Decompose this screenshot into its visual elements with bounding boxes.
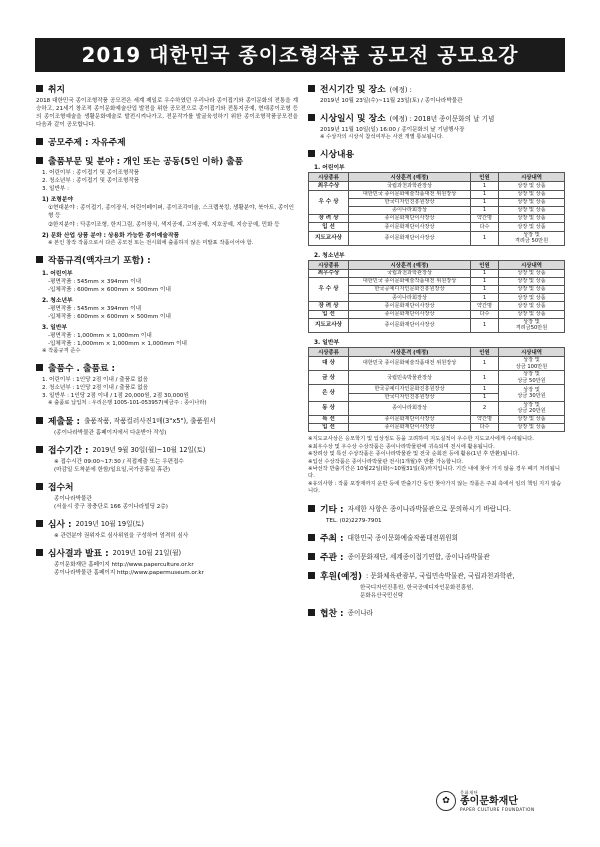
exhibit-text: 2019년 10월 23일(수)~11월 23일(토) / 종이나라박물관: [320, 98, 463, 104]
place-line: (서울시 중구 장충단로 166 종이나라빌딩 2층): [54, 503, 168, 510]
award-name: 국립민속박물관장상: [349, 371, 471, 385]
award-name: 종이문화재단이사장상: [349, 215, 471, 223]
sponsor-heading: [308, 569, 566, 582]
category-sub: 1) 조형분야: [42, 197, 74, 204]
spec-line: -평면작품 : 545mm × 394mm 이내: [48, 279, 142, 286]
award-count: 1: [471, 190, 499, 198]
table-row: [309, 277, 565, 285]
award-count: 1: [471, 286, 499, 294]
award-type: 우 수 상: [309, 277, 349, 302]
award-type: 입 선: [309, 223, 349, 231]
heading-text: 주관 :: [320, 552, 344, 563]
table-row: [309, 371, 565, 385]
award-count: 1: [471, 371, 499, 385]
bullet-square-icon: [36, 446, 43, 453]
coop-section: [308, 606, 566, 619]
heading-text: 심사 :: [48, 519, 72, 530]
table-row: [309, 318, 565, 332]
heading-value: 2019년 10월 21일(월): [112, 549, 182, 558]
table-header-row: [309, 173, 565, 182]
announce-heading: [36, 546, 298, 559]
bullet-square-icon: [308, 85, 315, 92]
heading-value: 출품작품, 작품컬러사진1매(3"x5"), 출품원서: [84, 417, 216, 426]
award-name: 대한민국 종이문화예술작품대전 위원장상: [349, 277, 471, 285]
spec-section: [36, 253, 298, 355]
award-prize: 상장 및 상품: [499, 294, 565, 302]
awards-table-youth: [308, 260, 565, 333]
award-prize: 상장 및 상품: [499, 206, 565, 214]
etc-section: [308, 502, 566, 525]
category-section: [36, 154, 298, 247]
spec-line: -입체작품 : 600mm × 600mm × 500mm 이내: [48, 314, 171, 321]
award-prize-line: 격려금50만원: [515, 325, 548, 332]
judge-line: ※ 관련분야 권위자로 심사위원을 구성하여 엄격히 심사: [54, 532, 189, 539]
reception-line: ※ 접수시간 09:00~17:30 / 직접제출 또는 우편접수: [54, 458, 184, 465]
award-prize: 상장 및 상품: [499, 223, 565, 231]
category-note: ※ 본인 창작 작품으로서 다른 공모전 또는 전시회에 출품하지 않은 미발표 작품이어야 함.: [48, 239, 254, 246]
award-type: 장 려 상: [309, 215, 349, 223]
column-header: 시상훈격 (예정): [349, 260, 471, 269]
category-modern: ①현대분야 : 종이접기, 종이장식, 어린이페이퍼, 종이조각미술, 스크랩북킹, 생활분야, 북아트, 종이인형 등: [48, 205, 295, 220]
ceremony-text: 2019년 11월 10일(일) 16:00 / 종이문화의 날 기념행사장: [320, 127, 465, 133]
reception-section: [36, 443, 298, 474]
heading-text: 공모주제 : 자유주제: [48, 138, 126, 149]
table-header-row: [309, 260, 565, 269]
award-count: 1: [471, 269, 499, 277]
award-prize: 상장 및 상품: [499, 182, 565, 190]
left-column: [36, 82, 298, 583]
heading-text: 후원(예정): [320, 571, 363, 582]
category-sub: 2) 문화 산업 상품 분야 : 상용화 가능한 종이예술작품: [42, 232, 180, 239]
category-line: 3. 일반부 :: [42, 186, 69, 193]
bullet-square-icon: [308, 572, 315, 579]
award-type: 최우수상: [309, 182, 349, 190]
award-name: 종이문화재단이사장상: [349, 223, 471, 231]
table-row: [309, 310, 565, 318]
foundation-emblem-icon: ✿: [436, 791, 456, 811]
table-row: [309, 215, 565, 223]
award-prize: [499, 357, 565, 371]
exhibit-section: [308, 82, 566, 105]
award-prize-line: 상금 50만원: [517, 377, 546, 384]
place-section: [36, 480, 298, 511]
foundation-logo: [436, 790, 535, 812]
award-type: 금 상: [309, 371, 349, 385]
heading-text: 취지: [48, 85, 65, 95]
logo-name: 종이문화재단: [460, 796, 518, 807]
etc-tel: TEL. (02)2279-7901: [326, 517, 382, 524]
award-name: 한국디자인진흥원장상: [349, 393, 471, 401]
award-type: 입 선: [309, 310, 349, 318]
spec-heading: [36, 253, 298, 266]
column-header: 시상내역: [499, 260, 565, 269]
bullet-square-icon: [36, 520, 43, 527]
award-prize: 상장 및 상품: [499, 198, 565, 206]
judge-section: [36, 517, 298, 540]
announce-link[interactable]: 종이문화재단 홈페이지 http://www.paperculture.or.kr: [54, 561, 194, 568]
heading-text: 접수처: [48, 482, 74, 493]
award-prize-line: 상금 20만원: [517, 408, 546, 415]
column-header: 시상내역: [499, 173, 565, 182]
award-prize: 상장 및 상품: [499, 424, 565, 432]
heading-text: 전시기간 및 장소: [320, 85, 386, 95]
bullet-square-icon: [308, 534, 315, 541]
award-name: 종이문화재단이사장상: [349, 318, 471, 332]
award-count: 1: [471, 393, 499, 401]
award-count: 1: [471, 231, 499, 245]
spec-note: ※ 작품규격 준수: [42, 348, 81, 355]
award-prize-line: 상장 및: [523, 318, 540, 325]
ceremony-section: [308, 111, 566, 141]
theme-heading: [36, 135, 298, 148]
table-row: [309, 424, 565, 432]
heading-text: 출품수 . 출품료 :: [48, 364, 116, 375]
award-prize-line: 상금 100만원: [515, 363, 548, 370]
category-hanji: ②한지분야 : 닥종이조형, 한지그림, 종이장식, 색지공예, 고지공예, 지호공예, 지승공예, 민화 등: [48, 221, 280, 228]
spec-group: 1. 어린이부: [42, 271, 73, 278]
award-name: 한국공예디자인문화진흥원장상: [349, 286, 471, 294]
award-type: 입 선: [309, 424, 349, 432]
bullet-square-icon: [308, 505, 315, 512]
column-header: 시상훈격 (예정): [349, 348, 471, 357]
award-prize: [499, 371, 565, 385]
ceremony-note: ※ 수상자의 시상식 참석여부는 사전 개별 통보됩니다.: [320, 134, 444, 140]
heading-value: 대한민국 종이문화예술작품대전위원회: [347, 534, 458, 543]
award-prize: 상장 및 상품: [499, 277, 565, 285]
theme-section: [36, 135, 298, 148]
award-count: 2: [471, 401, 499, 415]
category-line: 2. 청소년부 : 종이접기 및 종이조형작품: [42, 178, 140, 185]
table-row: [309, 182, 565, 190]
award-prize: 상장 및 상품: [499, 269, 565, 277]
bullet-square-icon: [36, 256, 43, 263]
column-header: 시상훈격 (예정): [349, 173, 471, 182]
awards-group-label: 3. 일반부: [314, 340, 340, 347]
award-name: 종이문화재단이사장상: [349, 310, 471, 318]
spec-line: -평면작품 : 1,000mm × 1,000mm 이내: [48, 333, 152, 340]
docs-section: [36, 414, 298, 437]
count-note: ※ 출품료 납입처 : 우리은행 1005-101-053957(예금주 : 종이나라): [48, 400, 207, 407]
award-count: 1: [471, 206, 499, 214]
table-row: [309, 231, 565, 245]
count-heading: [36, 361, 298, 374]
award-prize-line: 상장 및: [523, 231, 540, 238]
award-count: 약간명: [471, 215, 499, 223]
column-header: 시상종류: [309, 260, 349, 269]
heading-text: 제출물 :: [48, 416, 81, 427]
host-section: [308, 531, 566, 544]
heading-value: (예정) : 2018년 종이문화의 날 기념: [389, 114, 495, 123]
table-row: [309, 385, 565, 393]
award-prize: [499, 318, 565, 332]
table-row: [309, 302, 565, 310]
award-name: 대한민국 종이문화예술작품대전 위원장상: [349, 190, 471, 198]
award-prize-line: 상장 및: [523, 371, 540, 378]
reception-heading: [36, 443, 298, 456]
table-header-row: [309, 348, 565, 357]
heading-text: 주최 :: [320, 533, 344, 544]
award-prize: [499, 401, 565, 415]
logo-small-label: 문화재단: [460, 790, 479, 795]
award-name: 종이나라회장상: [349, 294, 471, 302]
table-row: [309, 269, 565, 277]
award-count: 1: [471, 318, 499, 332]
award-name: 종이문화재단이사장상: [349, 424, 471, 432]
heading-value: 2019년 9월 30일(월)~10월 12일(토): [92, 446, 206, 455]
award-type: 특 선: [309, 415, 349, 423]
docs-heading: [36, 414, 298, 427]
award-name: 한국디자인진흥원장상: [349, 198, 471, 206]
award-prize-line: 상장 및: [523, 386, 540, 393]
award-count: 1: [471, 294, 499, 302]
etc-heading: [308, 502, 566, 515]
award-name: 국립과천과학관장상: [349, 269, 471, 277]
award-count: 1: [471, 198, 499, 206]
right-column: [308, 82, 566, 812]
award-name: 종이문화재단이사장상: [349, 415, 471, 423]
award-count: 다수: [471, 424, 499, 432]
award-count: 1: [471, 357, 499, 371]
purpose-section: [36, 82, 298, 129]
spec-group: 3. 일반부: [42, 325, 68, 332]
bullet-square-icon: [36, 549, 43, 556]
heading-value: 종이나라: [347, 609, 374, 618]
award-type: 최우수상: [309, 269, 349, 277]
awards-note: ※최우수상 및 우수상 수상작품은 종이나라박물관에 귀속되며 전시에 활용됩니다.: [308, 443, 495, 450]
awards-group-label: 1. 어린이부: [314, 165, 345, 172]
award-type: 우 수 상: [309, 190, 349, 215]
column-header: 시상종류: [309, 173, 349, 182]
award-name: 종이나라회장상: [349, 206, 471, 214]
awards-section: [308, 147, 566, 495]
heading-text: 기타 :: [320, 504, 344, 515]
bullet-square-icon: [308, 609, 315, 616]
coop-heading: [308, 606, 566, 619]
award-type: 대 상: [309, 357, 349, 371]
spec-group: 2. 청소년부: [42, 298, 73, 305]
table-row: [309, 190, 565, 198]
award-name: 종이문화재단이사장상: [349, 302, 471, 310]
table-row: [309, 401, 565, 415]
column-header: 시상종류: [309, 348, 349, 357]
announce-link[interactable]: 종이나라박물관 홈페이지 http://www.papermuseum.or.kr: [54, 569, 204, 576]
count-line: 1. 어린이부 : 1인당 2점 이내 / 출품료 없음: [42, 377, 149, 384]
award-prize-line: 격려금 50만원: [514, 238, 549, 245]
bullet-square-icon: [308, 114, 315, 121]
reception-line: (마감일 도착분에 한함/일요일,국가공휴일 휴관): [54, 466, 171, 473]
award-count: 1: [471, 182, 499, 190]
purpose-text: 2018 대한민국 종이조형작품 공모전은 세계 제일로 우수하였던 우리나라 종이접기와 종이문화의 전통을 계승하고, 21세기 창조적 종이문화예술산업 발전을 위한 공모전으로 종이접기와 전통지공예, 현대종이조형 등의 종이조형예술을 생활문화예술로 발전시켜나가고, 전문작가를 발굴육성하기 위한 종이조형작품공모전을 다음과 같이 공모합니다.: [36, 98, 298, 129]
award-name: 종이나라회장상: [349, 401, 471, 415]
award-type: 장 려 상: [309, 302, 349, 310]
logo-english: PAPER CULTURE FOUNDATION: [460, 807, 535, 812]
award-count: 다수: [471, 310, 499, 318]
count-section: [36, 361, 298, 407]
heading-text: 출품부문 및 분야 : 개인 또는 공동(5인 이하) 출품: [48, 157, 244, 168]
spec-line: -입체작품 : 1,000mm × 1,000mm × 1,000mm 이내: [48, 341, 187, 348]
bullet-square-icon: [308, 553, 315, 560]
sponsor-line: 문화유산국민신탁: [360, 592, 404, 599]
announce-section: [36, 546, 298, 577]
column-header: 인원: [471, 173, 499, 182]
heading-text: 심사결과 발표 :: [48, 548, 109, 559]
column-header: 인원: [471, 260, 499, 269]
award-count: 다수: [471, 223, 499, 231]
awards-note: ※낙선작 반출기간은 10월22일(화)~10월31일(목)까지입니다. 기간 내에 찾아 가지 않을 경우 폐기 처리됩니다.: [308, 465, 560, 480]
awards-note: ※입선 수상작품은 종이나라박물관 전시(1개월)후 반환 가능합니다.: [308, 458, 464, 465]
award-type: 지도교사상: [309, 231, 349, 245]
award-count: 약간명: [471, 415, 499, 423]
bullet-square-icon: [36, 157, 43, 164]
bullet-square-icon: [36, 364, 43, 371]
award-count: 1: [471, 277, 499, 285]
award-prize: [499, 385, 565, 401]
award-prize: 상장 및 상품: [499, 215, 565, 223]
heading-text: 협찬 :: [320, 608, 344, 619]
bullet-square-icon: [36, 417, 43, 424]
heading-value: (예정) :: [389, 85, 412, 94]
award-prize: 상장 및 상품: [499, 302, 565, 310]
exhibit-heading: [308, 82, 566, 95]
award-prize: 상장 및 상품: [499, 310, 565, 318]
awards-heading: [308, 147, 566, 160]
table-row: [309, 357, 565, 371]
sponsor-line: 한국디자인진흥원, 한국공예디자인문화진흥원,: [360, 584, 474, 591]
judge-heading: [36, 517, 298, 530]
award-name: 한국공예디자인문화진흥원장상: [349, 385, 471, 393]
awards-note: ※장려상 및 특선 수상작품은 종이나라박물관 및 전국 순회전 등에 활용(1년 후 반환)됩니다.: [308, 451, 520, 458]
heading-value: : 문화체육관광부, 국립민속박물관, 국립과천과학관,: [366, 572, 515, 581]
place-value: 종이나라박물관: [54, 495, 92, 502]
bullet-square-icon: [36, 85, 43, 92]
heading-value: 종이문화재단, 세계종이접기연합, 종이나라박물관: [347, 553, 490, 562]
category-line: 1. 어린이부 : 종이접기 및 종이조형작품: [42, 170, 140, 177]
award-prize-line: 상금 30만원: [517, 393, 546, 400]
bullet-square-icon: [36, 138, 43, 145]
award-type: 지도교사상: [309, 318, 349, 332]
host-heading: [308, 531, 566, 544]
ceremony-heading: [308, 111, 566, 124]
award-name: 대한민국 종이문화예술작품대전 위원장상: [349, 357, 471, 371]
award-prize: [499, 231, 565, 245]
award-name: 종이문화재단이사장상: [349, 231, 471, 245]
award-prize: 상장 및 상품: [499, 286, 565, 294]
bullet-square-icon: [36, 483, 43, 490]
category-heading: [36, 154, 298, 167]
heading-text: 시상일시 및 장소: [320, 114, 386, 124]
awards-note: ※유의사항 : 작품 포장재까지 운반 등에 반출기간 동안 찾아가지 않는 작품은 주최 측에서 임의 책임 지지 않습니다.: [308, 480, 562, 495]
place-heading: [36, 480, 298, 493]
award-prize-line: 상장 및: [523, 357, 540, 364]
heading-value: 자세한 사항은 종이나라박물관으로 문의하시기 바랍니다.: [347, 505, 511, 514]
count-line: 2. 청소년부 : 1인당 2점 이내 / 출품료 없음: [42, 385, 149, 392]
award-type: 은 상: [309, 385, 349, 401]
heading-text: 접수기간 :: [48, 445, 89, 456]
bullet-square-icon: [308, 150, 315, 157]
heading-text: 작품규격(액자크기 포함) :: [48, 256, 151, 267]
purpose-heading: [36, 82, 298, 95]
column-header: 시상내역: [499, 348, 565, 357]
award-name: 국립과천과학관장상: [349, 182, 471, 190]
logo-text: [460, 790, 535, 812]
column-header: 인원: [471, 348, 499, 357]
awards-table-general: [308, 347, 565, 432]
spec-line: -평면작품 : 545mm × 394mm 이내: [48, 306, 142, 313]
heading-value: 2019년 10월 19일(토): [75, 520, 144, 529]
organizer-heading: [308, 550, 566, 563]
heading-text: 시상내용: [320, 150, 354, 161]
award-count: 1: [471, 385, 499, 393]
award-prize-line: 상장 및: [523, 401, 540, 408]
sponsor-section: [308, 569, 566, 600]
award-type: 동 상: [309, 401, 349, 415]
docs-line: (종이나라박물관 홈페이지에서 다운받아 작성): [54, 429, 167, 436]
table-row: [309, 223, 565, 231]
spec-line: -입체작품 : 600mm × 600mm × 500mm 이내: [48, 287, 171, 294]
awards-group-label: 2. 청소년부: [314, 252, 345, 259]
page-title: 2019 대한민국 종이조형작품 공모전 공모요강: [35, 38, 565, 72]
award-prize: 상장 및 상품: [499, 190, 565, 198]
count-line: 3. 일반부 : 1인당 2점 이내 / 1점 20,000원, 2점 30,000원: [42, 393, 189, 400]
awards-note: ※지도교사상은 응모학기 및 입상정도 등을 고려하여 지도실적이 우수한 지도교사에게 수여됩니다.: [308, 436, 534, 443]
table-row: [309, 415, 565, 423]
organizer-section: [308, 550, 566, 563]
awards-table-children: [308, 172, 565, 245]
award-prize: 상장 및 상품: [499, 415, 565, 423]
award-count: 약간명: [471, 302, 499, 310]
